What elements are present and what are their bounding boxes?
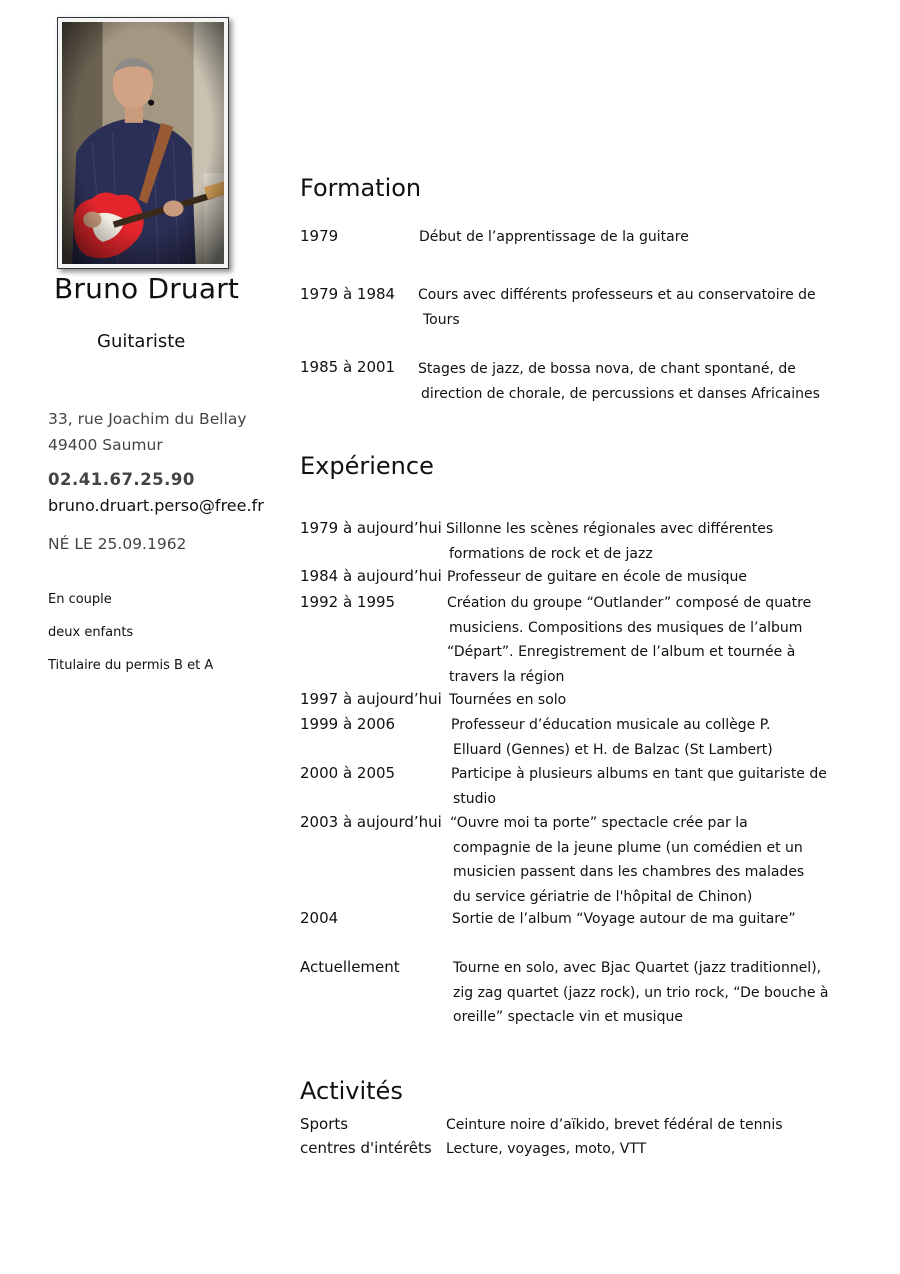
experience-row-text: Professeur d’éducation musicale au collège P. Elluard (Gennes) et H. de Balzac (St Lambert) xyxy=(451,717,773,758)
personal-info-2: deux enfants xyxy=(48,625,134,640)
formation-row-label: 1985 à 2001 xyxy=(300,358,396,376)
experience-row-label: 2003 à aujourd’hui xyxy=(300,813,442,831)
address-line-1: 33, rue Joachim du Bellay xyxy=(48,410,247,428)
activites-row-label: Sports xyxy=(300,1115,349,1133)
experience-row-label: 1979 à aujourd’hui xyxy=(300,519,442,537)
formation-row-label: 1979 xyxy=(300,227,339,245)
personal-info-1: En couple xyxy=(48,592,112,607)
experience-row-text: “Ouvre moi ta porte” spectacle crée par la compagnie de la jeune plume (un comédien et un musicien passent dans les chambres des malades du service gériatrie de l'hôpital de Chinon) xyxy=(450,815,805,905)
activites-row-label: centres d'intérêts xyxy=(300,1139,432,1157)
experience-row-label: 1997 à aujourd’hui xyxy=(300,690,442,708)
formation-row-text: Début de l’apprentissage de la guitare xyxy=(419,229,689,245)
experience-row-text: Sortie de l’album “Voyage autour de ma guitare” xyxy=(452,911,796,927)
experience-row-text: Sillonne les scènes régionales avec différentes formations de rock et de jazz xyxy=(446,521,774,562)
profile-role: Guitariste xyxy=(97,331,186,352)
section-title-activites: Activités xyxy=(300,1077,403,1105)
formation-row-text: Stages de jazz, de bossa nova, de chant spontané, de direction de chorale, de percussions et danses Africaines xyxy=(418,361,820,402)
activites-row-text: Lecture, voyages, moto, VTT xyxy=(446,1141,647,1157)
experience-row-text: Professeur de guitare en école de musique xyxy=(447,569,747,585)
formation-row-label: 1979 à 1984 xyxy=(300,285,396,303)
profile-name: Bruno Druart xyxy=(54,272,240,305)
experience-row-text: Tourne en solo, avec Bjac Quartet (jazz traditionnel), zig zag quartet (jazz rock), un trio rock, “De bouche à oreille” spectacle vin et musique xyxy=(453,960,829,1025)
activites-row-text: Ceinture noire d’aïkido, brevet fédéral de tennis xyxy=(446,1117,783,1133)
experience-row-label: 2004 xyxy=(300,909,339,927)
email-address[interactable]: bruno.druart.perso@free.fr xyxy=(48,496,264,515)
phone-number: 02.41.67.25.90 xyxy=(48,470,195,489)
section-title-experience: Expérience xyxy=(300,452,434,480)
experience-row-label: 2000 à 2005 xyxy=(300,764,396,782)
section-title-formation: Formation xyxy=(300,174,422,202)
birth-date: NÉ LE 25.09.1962 xyxy=(48,535,187,553)
experience-row-text: Participe à plusieurs albums en tant que guitariste de studio xyxy=(451,766,827,807)
profile-photo xyxy=(62,22,224,264)
experience-row-label: 1999 à 2006 xyxy=(300,715,396,733)
profile-photo-frame xyxy=(57,17,229,269)
experience-row-label: 1984 à aujourd’hui xyxy=(300,567,442,585)
formation-row-text: Cours avec différents professeurs et au conservatoire de Tours xyxy=(418,287,816,328)
experience-row-text: Tournées en solo xyxy=(449,692,567,708)
guitarist-photo-illustration xyxy=(62,22,224,264)
experience-row-label: Actuellement xyxy=(300,958,400,976)
personal-info-3: Titulaire du permis B et A xyxy=(48,658,214,673)
experience-row-text: Création du groupe “Outlander” composé de quatre musiciens. Compositions des musiques de l’album “Départ”. Enregistrement de l’album et tournée à travers la région xyxy=(447,595,812,685)
address-line-2: 49400 Saumur xyxy=(48,436,163,454)
experience-row-label: 1992 à 1995 xyxy=(300,593,396,611)
